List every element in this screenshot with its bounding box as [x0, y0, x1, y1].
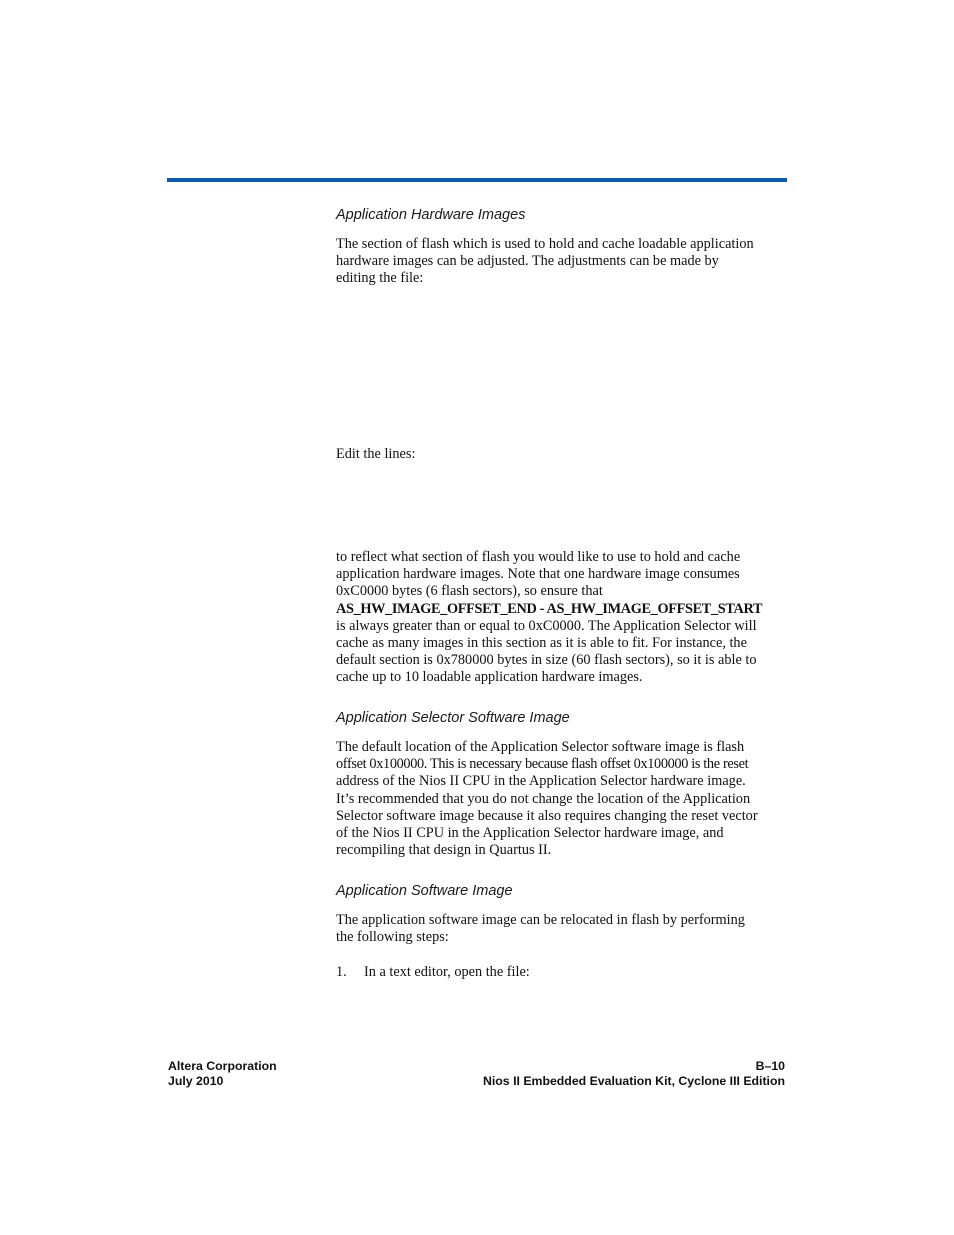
text-line: hardware images can be adjusted. The adjustments can be made by [336, 253, 719, 270]
text-line: recompiling that design in Quartus II. [336, 842, 552, 859]
section-heading-hardware-images: Application Hardware Images [336, 207, 526, 223]
text-line: of the Nios II CPU in the Application Selector hardware image, and [336, 825, 724, 842]
selector-software-body [336, 739, 786, 859]
text-line: 0xC0000 bytes (6 flash sectors), so ensure that [336, 583, 603, 600]
footer-date: July 2010 [168, 1074, 224, 1088]
text-line: the following steps: [336, 929, 449, 946]
hardware-images-intro [336, 236, 786, 288]
text-line: default section is 0x780000 bytes in size (60 flash sectors), so it is able to [336, 652, 757, 669]
step-text: In a text editor, open the file: [364, 964, 530, 980]
software-image-body [336, 912, 786, 946]
section-heading-software-image: Application Software Image [336, 883, 513, 899]
step-number: 1. [336, 964, 347, 980]
hardware-images-body [336, 549, 786, 687]
text-line: to reflect what section of flash you would like to use to hold and cache [336, 549, 741, 565]
header-rule [167, 178, 787, 182]
edit-lines-label: Edit the lines: [336, 446, 416, 462]
text-line: application hardware images. Note that one hardware image consumes [336, 566, 740, 583]
text-line: The section of flash which is used to hold and cache loadable application [336, 236, 754, 252]
text-line: cache up to 10 loadable application hardware images. [336, 669, 643, 686]
text-line: The default location of the Application Selector software image is flash [336, 739, 745, 755]
offset-expression: AS_HW_IMAGE_OFFSET_END - AS_HW_IMAGE_OFFSET_START [336, 600, 763, 617]
text-line: address of the Nios II CPU in the Application Selector hardware image. [336, 773, 746, 790]
section-heading-selector-software-image: Application Selector Software Image [336, 710, 570, 726]
footer-page-number: B–10 [755, 1059, 785, 1073]
text-line: offset 0x100000. This is necessary because flash offset 0x100000 is the reset [336, 756, 749, 773]
footer-right [483, 1059, 785, 1089]
text-line: Selector software image because it also requires changing the reset vector [336, 807, 758, 824]
footer-left [168, 1059, 277, 1089]
footer-doc-title: Nios II Embedded Evaluation Kit, Cyclone III Edition [483, 1074, 785, 1088]
text-line: editing the file: [336, 270, 424, 287]
text-line: The application software image can be relocated in flash by performing [336, 912, 745, 928]
text-line: cache as many images in this section as it is able to fit. For instance, the [336, 635, 747, 652]
footer-company: Altera Corporation [168, 1059, 277, 1073]
text-line: is always greater than or equal to 0xC0000. The Application Selector will [336, 617, 757, 634]
text-line: It’s recommended that you do not change the location of the Application [336, 790, 751, 807]
